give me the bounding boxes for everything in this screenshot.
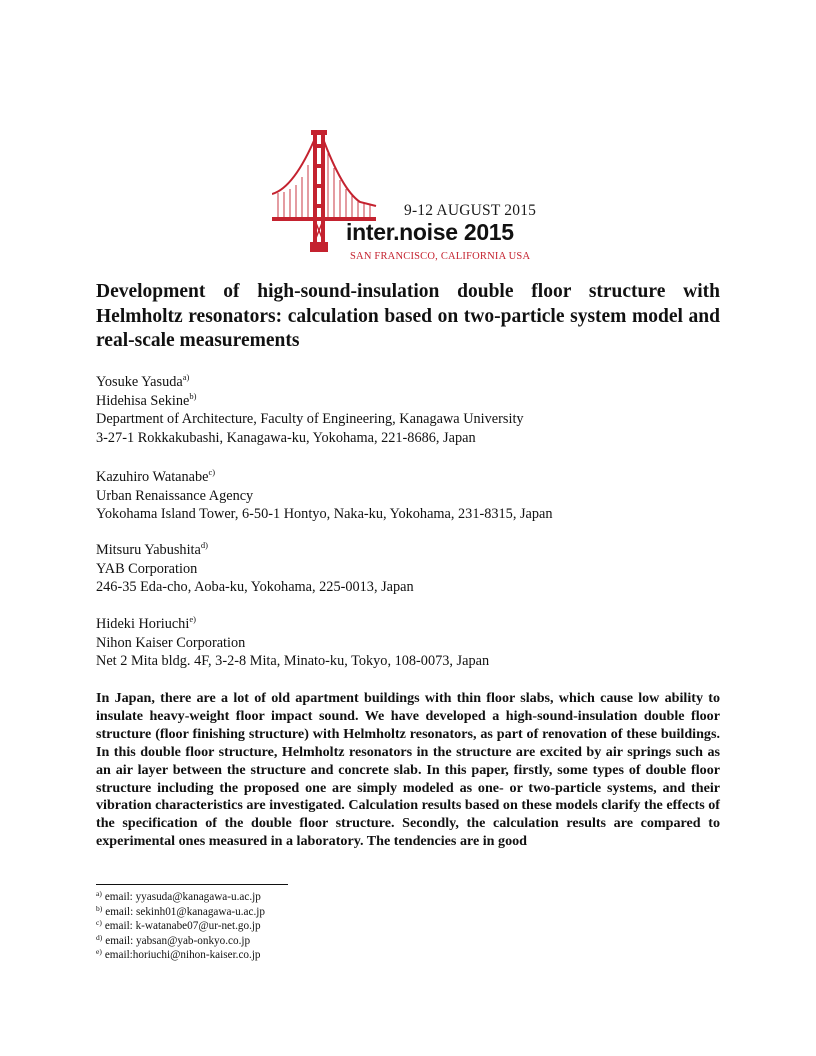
author-name: Hideki Horiuchi$^{e)}$ [96,614,196,632]
footnote: $^{c)}$ email: k-watanabe07@ur-net.go.jp [96,918,261,932]
footnote: $^{b)}$ email: sekinh01@kanagawa-u.ac.jp [96,903,265,918]
footnote: $^{e)}$ email:horiuchi@nihon-kaiser.co.jp [96,947,261,961]
author-name: Kazuhiro Watanabe$^{c)}$ [96,467,216,485]
affiliation-line: Department of Architecture, Faculty of Engineering, Kanagawa University [96,411,524,427]
author-name: Yosuke Yasuda$^{a)}$ [96,372,190,390]
author-block [96,615,736,671]
conference-dates: 9-12 AUGUST 2015 [404,202,537,219]
affiliation-line: Nihon Kaiser Corporation [96,634,246,651]
affiliation-line: 246-35 Eda-cho, Aoba-ku, Yokohama, 225-0013, Japan [96,579,414,595]
author-block [96,541,736,597]
affiliation-line: Net 2 Mita bldg. 4F, 3-2-8 Mita, Minato-ku, Tokyo, 108-0073, Japan [96,653,490,669]
conference-location: SAN FRANCISCO, CALIFORNIA USA [350,251,531,262]
footnote-marker: d) [200,540,208,550]
footnote-marker: c) [208,467,216,477]
footnote-divider [96,884,288,885]
affiliation-line: 3-27-1 Rokkakubashi, Kanagawa-ku, Yokohama, 221-8686, Japan [96,429,476,446]
paper-title: Development of high-sound-insulation double floor structure with Helmholtz resonators: calculation based on two-particle system model and real-scale measurements [96,281,720,351]
footnote-marker: a) [182,372,190,382]
affiliation-line: Urban Renaissance Agency [96,487,254,504]
conference-logo [272,130,552,265]
author-name: Hidehisa Sekine$^{b)}$ [96,390,197,409]
affiliation-line: Yokohama Island Tower, 6-50-1 Hontyo, Naka-ku, Yokohama, 231-8315, Japan [96,506,553,522]
footnotes [96,890,265,963]
conference-name: inter.noise 2015 [346,219,514,245]
author-block [96,373,736,447]
author-block [96,468,736,524]
footnote-marker: e) [189,614,196,624]
footnote: $^{d)}$ email: yabsan@yab-onkyo.co.jp [96,932,251,947]
author-name: Mitsuru Yabushita$^{d)}$ [96,540,208,558]
affiliation-line: YAB Corporation [96,560,198,577]
footnote: $^{a)}$ email: yyasuda@kanagawa-u.ac.jp [96,889,261,903]
abstract-text: In Japan, there are a lot of old apartment buildings with thin floor slabs, which cause low ability to insulate heavy-weight floor impact sound. We have developed a high-sound-insulation double floor structure (floor finishing structure) with Helmholtz resonators, as part of renovation of these buildings. In this double floor structure, Helmholtz resonators in the structure are excited by air springs such as an air layer between the structure and concrete slab. In this paper, firstly, some types of double floor structure including the proposed one are simply modeled as one- or two-particle systems, and their vibration characteristics are investigated. Calculation results based on these models clarify the effects of the specification of the double floor structure. Secondly, the calculation results are compared to experimental ones measured in a laboratory. The tendencies are in good [96,690,720,850]
footnote-marker: b) [189,390,197,401]
